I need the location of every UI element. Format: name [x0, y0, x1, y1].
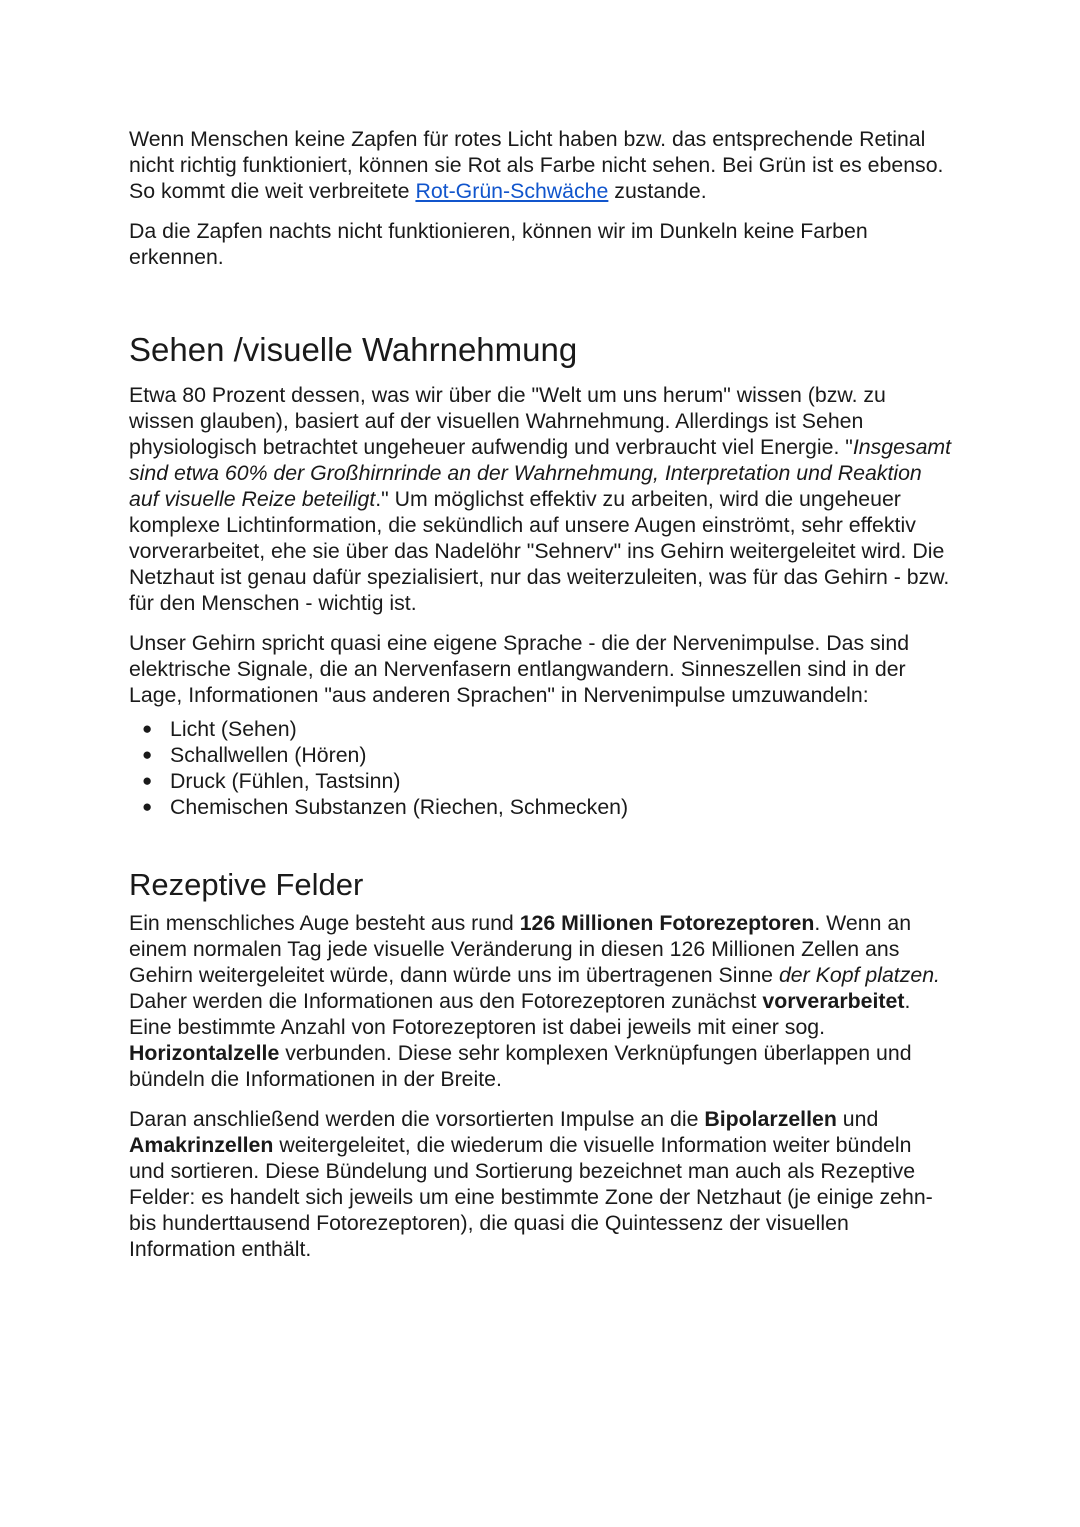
- bold-term: 126 Millionen Fotorezeptoren: [519, 911, 815, 935]
- list-item-text: Chemischen Substanzen (Riechen, Schmecken): [170, 795, 629, 819]
- intro-paragraph-2: Da die Zapfen nachts nicht funktionieren, können wir im Dunkeln keine Farben erkennen.: [129, 219, 868, 269]
- sehen-paragraph-2: Unser Gehirn spricht quasi eine eigene Sprache - die der Nervenimpulse. Das sind elektrische Signale, die an Nervenfasern entlangwandern. Sinneszellen sind in der Lage, Informationen "aus anderen Sprachen" in Nervenimpulse umzuwandeln:: [129, 631, 910, 707]
- heading-rezeptive-felder: Rezeptive Felder: [129, 867, 364, 902]
- sehen-p1-part2: ." Um möglichst effektiv zu arbeiten, wird die ungeheuer komplexe Lichtinformation, die sekündlich auf unsere Augen einströmt, sehr effektiv vorverarbeitet, ehe sie über das Nadelöhr "Sehnerv" ins Gehirn weitergeleitet wird. Die Netzhaut ist genau dafür spezialisiert, nur das weiterzuleiten, was für das Gehirn - bzw. für den Menschen - wichtig ist.: [129, 487, 950, 615]
- list-item: [142, 742, 952, 768]
- sehen-p1-quote: Insgesamt sind etwa 60% der Großhirnrinde an der Wahrnehmung, Interpretation und Reaktion auf visuelle Reize beteiligt: [129, 435, 952, 511]
- list-item-text: Druck (Fühlen, Tastsinn): [170, 769, 401, 793]
- text-span: . Wenn an einem normalen Tag jede visuelle Veränderung in diesen 126 Millionen Zellen ans Gehirn weitergeleitet würde, dann würde uns im übertragenen Sinne: [129, 911, 912, 987]
- intro-p1-text-before: Wenn Menschen keine Zapfen für rotes Licht haben bzw. das entsprechende Retinal nicht richtig funktioniert, können sie Rot als Farbe nicht sehen. Bei Grün ist es ebenso. So kommt die weit verbreitete: [129, 127, 944, 203]
- list-item: [142, 794, 952, 820]
- italic-phrase: der Kopf platzen.: [778, 963, 940, 987]
- text-span: verbunden. Diese sehr komplexen Verknüpfungen überlappen und bündeln die Informationen in der Breite.: [129, 1041, 912, 1091]
- sehen-p1-part1: Etwa 80 Prozent dessen, was wir über die "Welt um uns herum" wissen (bzw. zu wissen glauben), basiert auf der visuellen Wahrnehmung. Allerdings ist Sehen physiologisch betrachtet ungeheuer aufwendig und verbraucht viel Energie. ": [129, 383, 886, 459]
- bold-term: Bipolarzellen: [704, 1107, 837, 1131]
- text-span: weitergeleitet, die wiederum die visuelle Information weiter bündeln und sortieren. Diese Bündelung und Sortierung bezeichnet man auch als Rezeptive Felder: es handelt sich jeweils um eine bestimmte Zone der Netzhaut (je einige zehn- bis hunderttausend Fotorezeptoren), die quasi die Quintessenz der visuellen Information enthält.: [129, 1133, 933, 1261]
- bold-term: vorverarbeitet: [762, 989, 905, 1013]
- bold-term: Horizontalzelle: [129, 1041, 280, 1065]
- text-span: . Eine bestimmte Anzahl von Fotorezeptoren ist dabei jeweils mit einer sog.: [129, 989, 911, 1039]
- sehen-paragraph-1: [129, 382, 952, 616]
- list-item: [142, 716, 952, 742]
- text-span: Ein menschliches Auge besteht aus rund: [129, 911, 520, 935]
- senses-list: [129, 716, 952, 820]
- intro-p1-text-after: zustande.: [608, 179, 707, 203]
- bullet-icon: ●: [142, 719, 153, 738]
- text-span: und: [836, 1107, 879, 1131]
- bullet-icon: ●: [142, 797, 153, 816]
- bullet-icon: ●: [142, 771, 153, 790]
- list-item: [142, 768, 952, 794]
- list-item-text: Licht (Sehen): [170, 717, 297, 741]
- bullet-icon: ●: [142, 745, 153, 764]
- text-span: Daran anschließend werden die vorsortierten Impulse an die: [129, 1107, 705, 1131]
- rezeptiv-paragraph-1: [129, 910, 952, 1092]
- bold-term: Amakrinzellen: [129, 1133, 274, 1157]
- rezeptiv-paragraph-2: [129, 1106, 952, 1262]
- list-item-text: Schallwellen (Hören): [170, 743, 367, 767]
- rot-gruen-schwaeche-link[interactable]: Rot-Grün-Schwäche: [415, 179, 609, 203]
- heading-sehen: Sehen /visuelle Wahrnehmung: [129, 331, 578, 368]
- intro-paragraph-1: [129, 126, 952, 204]
- text-span: Daher werden die Informationen aus den Fotorezeptoren zunächst: [129, 989, 763, 1013]
